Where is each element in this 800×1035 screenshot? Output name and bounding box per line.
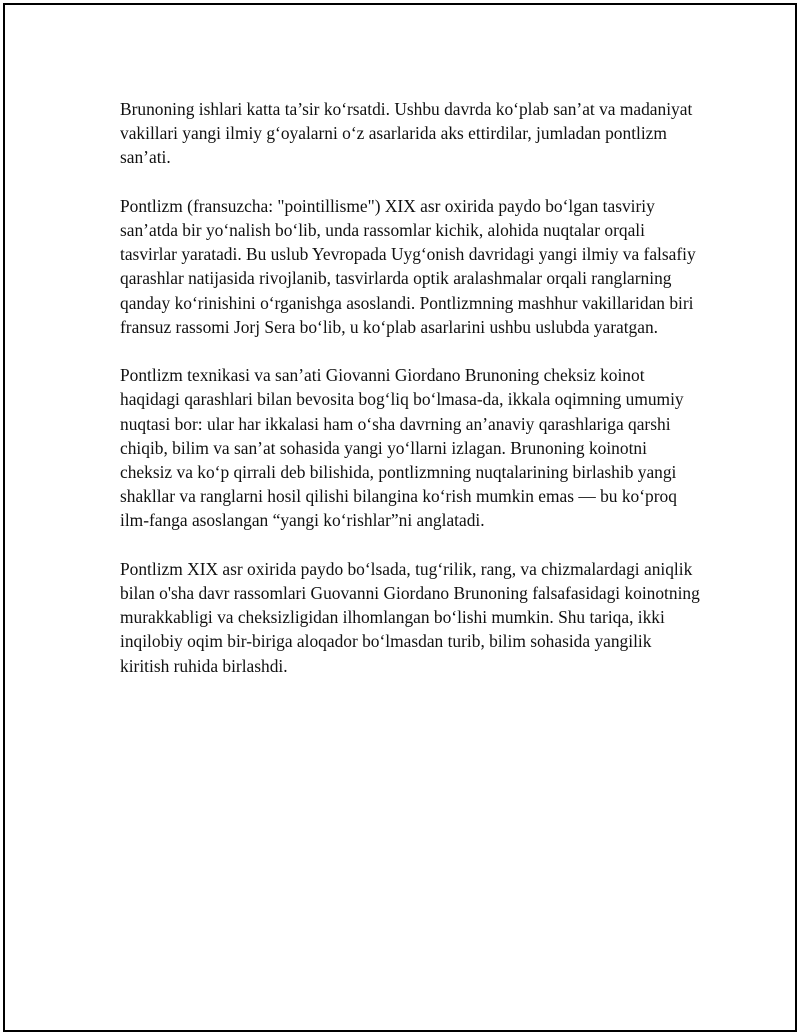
document-body: [120, 97, 700, 702]
paragraph-4: Pontlizm XIX asr oxirida paydo bo‘lsada, tug‘rilik, rang, va chizmalardagi aniqlik bilan o'sha davr rassomlari Guovanni Giordano Brunoning falsafasidagi koinotning murakkabligi va cheksizligidan ilhomlangan bo‘lishi mumkin. Shu tariqa, ikki inqilobiy oqim bir-biriga aloqador bo‘lmasdan turib, bilim sohasida yangilik kiritish ruhida birlashdi.: [120, 558, 700, 676]
paragraph-1: Brunoning ishlari katta ta’sir ko‘rsatdi. Ushbu davrda ko‘plab san’at va madaniyat vakillari yangi ilmiy g‘oyalarni o‘z asarlarida aks ettirdilar, jumladan pontlizm san’ati.: [120, 99, 693, 168]
paragraph-2: Pontlizm (fransuzcha: "pointillisme") XIX asr oxirida paydo bo‘lgan tasviriy san’atda bir yo‘nalish bo‘lib, unda rassomlar kichik, alohida nuqtalar orqali tasvirlar yaratadi. Bu uslub Yevropada Uyg‘onish davridagi yangi ilmiy va falsafiy qarashlar natijasida rivojlanib, tasvirlarda optik aralashmalar orqali ranglarning qanday ko‘rinishini o‘rganishga asoslandi. Pontlizmning mashhur vakillaridan biri fransuz rassomi Jorj Sera bo‘lib, u ko‘plab asarlarini ushbu uslubda yaratgan.: [120, 195, 696, 337]
paragraph-3: Pontlizm texnikasi va san’ati Giovanni Giordano Brunoning cheksiz koinot haqidagi qarashlari bilan bevosita bog‘liq bo‘lmasa-da, ikkala oqimning umumiy nuqtasi bor: ular har ikkalasi ham o‘sha davrning an’anaviy qarashlariga qarshi chiqib, bilim va san’at sohasida yangi yo‘llarni izlagan. Brunoning koinotni cheksiz va ko‘p qirrali deb bilishida, pontlizmning nuqtalarining birlashib yangi shakllar va ranglarni hosil qilishi bilangina ko‘rish mumkin emas — bu ko‘proq ilm-fanga asoslangan “yangi ko‘rishlar”ni anglatadi.: [120, 365, 684, 531]
document-page: [3, 3, 797, 1032]
